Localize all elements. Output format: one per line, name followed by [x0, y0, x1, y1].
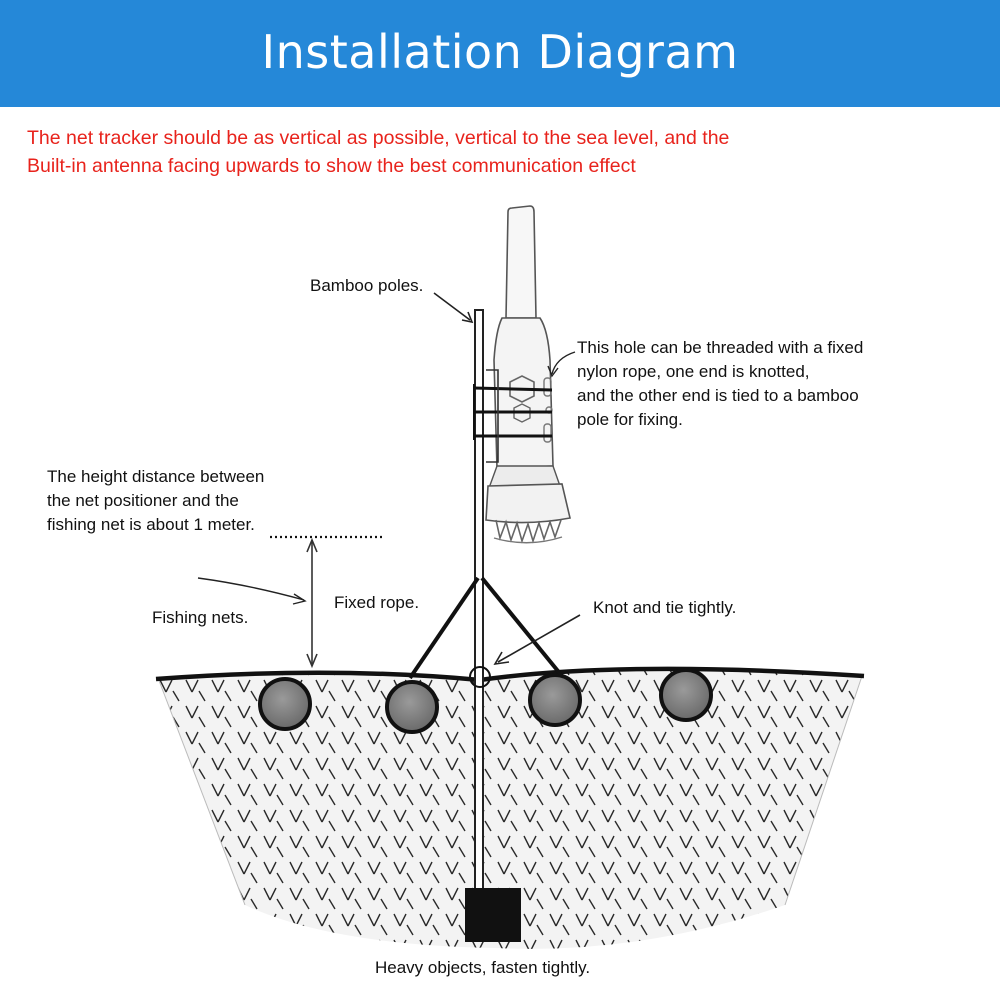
- label-fishing-nets: Fishing nets.: [152, 608, 249, 627]
- arrow-fishing-nets: [198, 578, 305, 604]
- hole-line-2: nylon rope, one end is knotted,: [577, 362, 810, 381]
- label-height-distance: [47, 465, 264, 537]
- height-line-3: fishing net is about 1 meter.: [47, 515, 255, 534]
- float-2: [387, 682, 437, 732]
- height-line-1: The height distance between: [47, 467, 265, 486]
- label-heavy-objects: Heavy objects, fasten tightly.: [375, 958, 591, 977]
- label-bamboo-poles: Bamboo poles.: [310, 276, 424, 295]
- float-1: [260, 679, 310, 729]
- label-hole-instructions: [577, 336, 863, 432]
- hole-line-3: and the other end is tied to a bamboo: [577, 386, 859, 405]
- float-3: [530, 675, 580, 725]
- arrow-knot: [495, 615, 580, 664]
- arrow-hole: [548, 352, 575, 376]
- fixed-rope-left: [410, 578, 478, 678]
- tracker-base: [486, 484, 570, 523]
- bamboo-pole: [475, 310, 483, 890]
- net-tracker-device: [474, 206, 570, 543]
- tie-strap-1: [474, 388, 552, 390]
- label-fixed-rope: Fixed rope.: [334, 593, 420, 612]
- fixed-rope-right: [482, 578, 562, 676]
- hole-line-4: pole for fixing.: [577, 410, 683, 429]
- tracker-base-ring: [494, 537, 562, 543]
- page-title: Installation Diagram: [261, 24, 739, 79]
- arrow-bamboo-poles: [434, 293, 472, 322]
- height-double-arrow: [307, 540, 317, 666]
- note-line-1: The net tracker should be as vertical as possible, vertical to the sea level, and the: [27, 127, 730, 149]
- label-knot: Knot and tie tightly.: [593, 598, 737, 617]
- tracker-base-fins: [496, 520, 561, 541]
- hole-line-1: This hole can be threaded with a fixed: [577, 338, 864, 357]
- height-line-2: the net positioner and the: [47, 491, 239, 510]
- note-line-2: Built-in antenna facing upwards to show the best communication effect: [27, 155, 636, 177]
- heavy-weight: [465, 888, 521, 942]
- float-4: [661, 670, 711, 720]
- tracker-antenna: [506, 206, 536, 318]
